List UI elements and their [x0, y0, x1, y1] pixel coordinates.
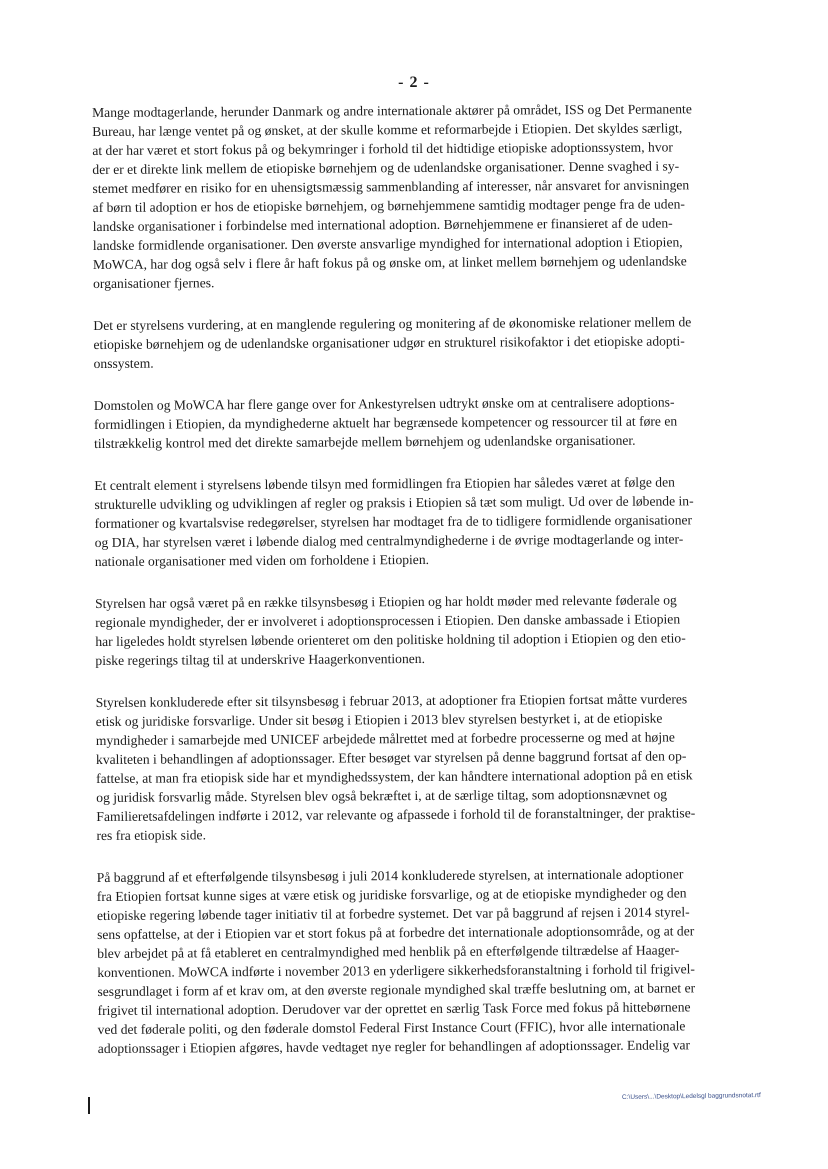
text-line: sesgrundlaget i form af et krav om, at den øverste regionale myndighed skal træffe beslutning om, at barnet er	[97, 980, 696, 999]
page-number: - 2 -	[398, 74, 430, 91]
paragraph-3	[94, 392, 742, 453]
text-line: Styrelsen konkluderede efter sit tilsynsbesøg i februar 2013, at adoptioner fra Etiopien fortsat måtte vurderes	[95, 691, 688, 710]
text-line: af børn til adoption er hos de etiopiske børnehjem, og børnehjemmene samtidig modtager penge fra de uden-	[92, 196, 685, 215]
text-line: strukturelle udvikling og udviklingen af regler og praksis i Etiopien så tæt som muligt. Ud over de løbende in-	[94, 493, 694, 512]
text-line: blev arbejdet på at få etableret en centralmyndighed med henblik på en efterfølgende tiltrædelse af Haager-	[97, 942, 680, 961]
text-line: at der har været et stort fokus på og bekymringer i forhold til det hidtidige etiopiske adoptionssystem, hvor	[92, 139, 673, 158]
text-line: Bureau, har længe ventet på og ønsket, at der skulle komme et reformarbejde i Etiopien. Det skyldes særligt,	[92, 120, 683, 139]
text-line: Familieretsafdelingen indførte i 2012, var relevante og afpassede i forhold til de foranstaltninger, der praktise-	[96, 805, 696, 824]
text-line: fra Etiopien fortsat kunne siges at være etisk og juridiske forsvarlige, og at de etiopiske myndigheder og den	[96, 885, 687, 904]
text-line: piske regerings tiltag til at underskrive Haagerkonventionen.	[95, 650, 426, 668]
paragraph-2	[93, 312, 741, 373]
text-line: landske organisationer i forbindelse med international adoption. Børnehjemmene er finansieret af de uden-	[92, 215, 673, 234]
text-line: tilstrækkelig kontrol med det direkte samarbejde mellem børnehjem og udenlandske organisationer.	[94, 432, 636, 451]
paragraph-1	[92, 99, 741, 293]
text-line: regionale myndigheder, der er involveret i adoptionsprocessen i Etiopien. Den danske ambassade i Etiopien	[95, 611, 681, 630]
text-line: og DIA, har styrelsen været i løbende dialog med centralmyndighederne i de øvrige modtagerlande og inter-	[94, 531, 684, 550]
margin-change-bar	[88, 1097, 90, 1114]
text-line: På baggrund af et efterfølgende tilsynsbesøg i juli 2014 konkluderede styrelsen, at internationale adoptioner	[96, 866, 684, 885]
text-line: kvaliteten i behandlingen af adoptionssager. Efter besøget var styrelsen på denne baggrund fortsat af den op-	[95, 748, 687, 767]
text-line: sens opfattelse, at der i Etiopien var et stort fokus på at forbedre det internationale adoptionsområde, og at der	[97, 923, 695, 942]
text-line: formidlingen i Etiopien, da myndighederne aktuelt har begrænsede kompetencer og ressourcer til at føre en	[93, 413, 678, 432]
text-line: Mange modtagerlande, herunder Danmark og andre internationale aktører på området, ISS og Det Permanente	[92, 101, 692, 120]
text-line: fattelse, at man fra etiopisk side har et myndighedssystem, der kan håndtere international adoption på en etisk	[96, 767, 693, 786]
paragraph-5	[95, 590, 743, 670]
paragraph-4	[94, 472, 743, 571]
text-line: konventionen. MoWCA indførte i november 2013 en yderligere sikkerhedsforanstaltning i forhold til frigivel-	[97, 961, 695, 980]
paragraph-7	[97, 864, 746, 1058]
paragraph-6	[96, 689, 745, 845]
text-line: onssystem.	[93, 355, 154, 371]
text-line: adoptionssager i Etiopien afgøres, havde vedtaget nye regler for behandlingen af adoptionssager. Endelig var	[97, 1037, 691, 1056]
footer-file-path: C:\Users\...\Desktop\Ledelsgl baggrundsnotat.rtf	[621, 1092, 761, 1101]
text-line: res fra etiopisk side.	[96, 827, 207, 843]
text-line: organisationer fjernes.	[93, 275, 215, 291]
document-body	[92, 99, 746, 1081]
text-line: etiopiske regering løbende tager initiativ til at forbedre systemet. Det var på baggrund af rejsen i 2014 styrel-	[96, 904, 690, 923]
text-line: myndigheder i samarbejde med UNICEF arbejdede målrettet med at forbedre processerne og med at højne	[95, 729, 675, 748]
text-line: formationer og kvartalsvise redegørelser, styrelsen har modtaget fra de to tidligere formidlende organisationer	[94, 512, 693, 531]
text-line: MoWCA, har dog også selv i flere år haft fokus på og ønske om, at linket mellem børnehjem og udenlandske	[92, 253, 687, 272]
text-line: der er et direkte link mellem de etiopiske børnehjem og de udenlandske organisationer. Denne svaghed i sy-	[92, 158, 680, 177]
text-line: og juridisk forsvarlig måde. Styrelsen blev også bekræftet i, at de særlige tiltag, som adoptionsnævnet og	[96, 786, 668, 805]
text-line: etiopiske børnehjem og de udenlandske organisationer udgør en strukturel risikofaktor i det etiopiske adopti-	[93, 333, 685, 352]
text-line: Et centralt element i styrelsens løbende tilsyn med formidlingen fra Etiopien har således været at følge den	[94, 474, 675, 493]
text-line: nationale organisationer med viden om forholdene i Etiopien.	[94, 551, 430, 569]
text-line: Styrelsen har også været på en række tilsynsbesøg i Etiopien og har holdt møder med relevante føderale og	[95, 592, 677, 611]
text-line: Domstolen og MoWCA har flere gange over for Ankestyrelsen udtrykt ønske om at centralisere adoptions-	[93, 394, 675, 413]
text-line: etisk og juridiske forsvarlige. Under sit besøg i Etiopien i 2013 blev styrelsen bestyrket i, at de etiopiske	[95, 710, 663, 729]
text-line: landske formidlende organisationer. Den øverste ansvarlige myndighed for international adoption i Etiopien,	[92, 234, 683, 253]
text-line: frigivet til international adoption. Derudover var der oprettet en særlig Task Force med fokus på hittebørnene	[97, 999, 691, 1018]
text-line: har ligeledes holdt styrelsen løbende orienteret om den politiske holdning til adoption i Etiopien og den etio-	[95, 630, 686, 649]
text-line: Det er styrelsens vurdering, at en manglende regulering og monitering af de økonomiske relationer mellem de	[93, 314, 692, 333]
text-line: ved det føderale politi, og den føderale domstol Federal First Instance Court (FFIC), hvor alle internationale	[97, 1018, 686, 1037]
text-line: stemet medfører en risiko for en uhensigtsmæssig sammenblanding af interesser, når ansvaret for anvisningen	[92, 177, 690, 196]
